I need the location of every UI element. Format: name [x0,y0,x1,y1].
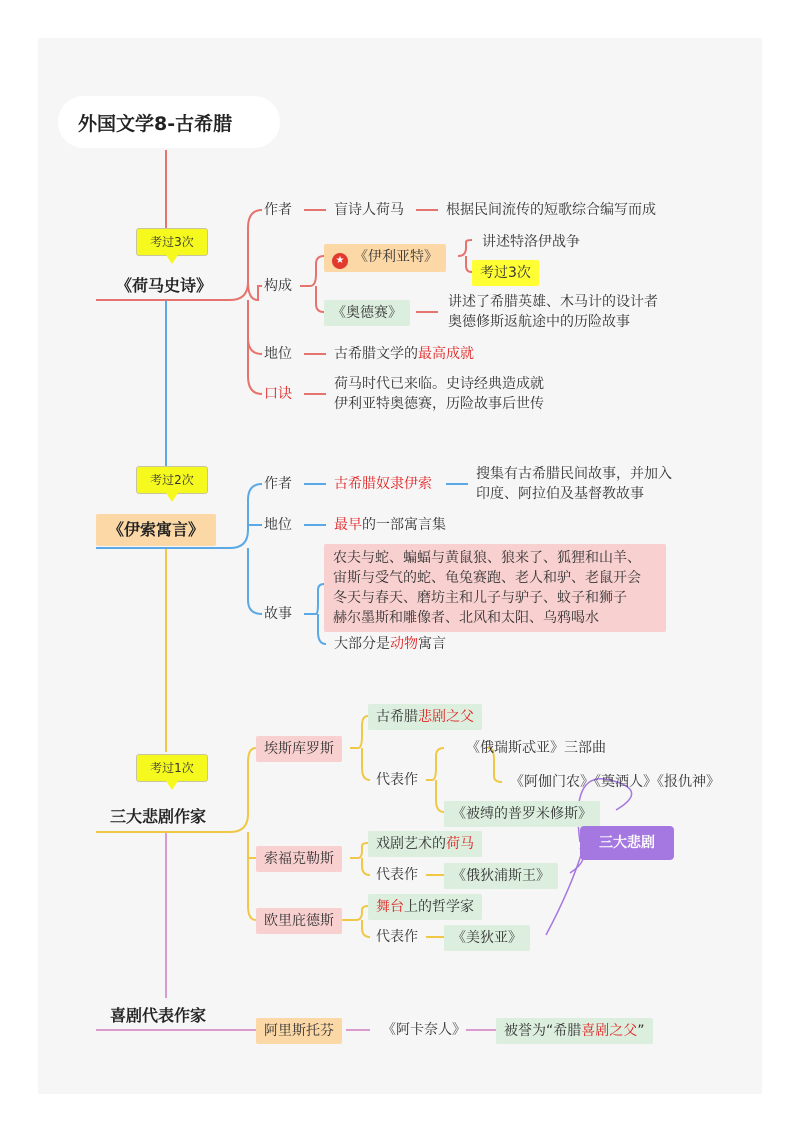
status-text [334,515,446,535]
honor-prefix: 被誉为“希腊 [504,1023,582,1039]
mnemonic-line-2: 伊利亚特奥德赛，历险故事后世传 [334,396,544,412]
topic-comedy-author: 喜剧代表作家 [110,1006,207,1025]
status-highlight: 最早 [334,517,362,533]
mnemonic-line-1: 荷马时代已来临。史诗经典造成就 [334,376,544,392]
three-tragedies-tag: 三大悲剧 [580,826,674,860]
status-suffix: 的一部寓言集 [362,517,446,533]
sophocles-title-highlight: 荷马 [446,836,474,852]
work-prometheus: 《被缚的普罗米修斯》 [444,801,600,827]
mostly-suffix: 寓言 [418,636,446,652]
node-iliad [324,244,446,272]
node-euripides: 欧里庇德斯 [256,908,342,934]
label-mnemonic: 口诀 [264,386,292,402]
story-line: 赫尔墨斯和雕像者、北风和太阳、乌鸦喝水 [333,610,599,626]
euripides-title-suffix: 上的哲学家 [404,899,474,915]
label-composition: 构成 [264,278,292,294]
work-oresteia: 《俄瑞斯忒亚》三部曲 [466,740,606,756]
iliad-exam-callout: 考过3次 [472,260,539,286]
work-medea: 《美狄亚》 [444,925,530,951]
topic-homer-epics: 《荷马史诗》 [116,276,213,295]
aristophanes-honor [496,1018,653,1044]
label-works: 代表作 [376,772,418,788]
honor-suffix: ” [637,1023,645,1039]
node-aeschylus: 埃斯库罗斯 [256,736,342,762]
topic-aesop-fables: 《伊索寓言》 [96,514,216,546]
author-detail: 根据民间流传的短歌综合编写而成 [446,202,656,218]
label-works: 代表作 [376,867,418,883]
author-detail-line-1: 搜集有古希腊民间故事，并加入 [476,466,672,482]
story-line: 农夫与蛇、蝙蝠与黄鼠狼、狼来了、狐狸和山羊、 [333,550,641,566]
node-aristophanes: 阿里斯托芬 [256,1018,342,1044]
status-prefix: 古希腊文学的 [334,346,418,362]
work-oresteia-parts: 《阿伽门农》《奠酒人》《报仇神》 [510,774,720,790]
euripides-title-highlight: 舞台 [376,899,404,915]
euripides-title [368,894,482,920]
label-author: 作者 [264,476,292,492]
node-sophocles: 索福克勒斯 [256,846,342,872]
label-author: 作者 [264,202,292,218]
honor-highlight: 喜剧之父 [581,1023,638,1039]
topic-three-tragedians: 三大悲剧作家 [110,807,207,826]
mostly-prefix: 大部分是 [334,636,390,652]
label-status: 地位 [264,517,292,533]
author-detail-line-2: 印度、阿拉伯及基督教故事 [476,486,644,502]
status-highlight: 最高成就 [418,346,474,362]
aeschylus-title-highlight: 悲剧之父 [418,709,474,725]
iliad-detail: 讲述特洛伊战争 [482,234,580,250]
exam-count-callout: 考过3次 [136,228,208,256]
label-status: 地位 [264,346,292,362]
odyssey-detail-line-2: 奥德修斯返航途中的历险故事 [448,314,630,330]
label-works: 代表作 [376,929,418,945]
iliad-label: 《伊利亚特》 [354,249,438,265]
page-title: 外国文学8-古希腊 [78,113,233,135]
sophocles-title-prefix: 戏剧艺术的 [376,836,446,852]
label-stories: 故事 [264,606,292,622]
stories-list [324,544,666,632]
sophocles-title [368,831,482,857]
story-line: 冬天与春天、磨坊主和儿子与驴子、蚊子和狮子 [333,590,627,606]
star-badge-icon: ★ [332,253,348,269]
mostly-highlight: 动物 [390,636,418,652]
aeschylus-title [368,704,482,730]
mostly-animal-text [334,634,446,654]
node-odyssey: 《奥德赛》 [324,300,410,326]
work-acharnians: 《阿卡奈人》 [382,1022,466,1038]
exam-count-callout: 考过1次 [136,754,208,782]
author-value: 古希腊奴隶伊索 [334,476,432,492]
aeschylus-title-prefix: 古希腊 [376,709,418,725]
odyssey-detail-line-1: 讲述了希腊英雄、木马计的设计者 [448,294,658,310]
exam-count-callout: 考过2次 [136,466,208,494]
author-value: 盲诗人荷马 [334,202,404,218]
story-line: 宙斯与受气的蛇、龟兔赛跑、老人和驴、老鼠开会 [333,570,641,586]
status-text [334,344,474,364]
work-oedipus: 《俄狄浦斯王》 [444,863,558,889]
